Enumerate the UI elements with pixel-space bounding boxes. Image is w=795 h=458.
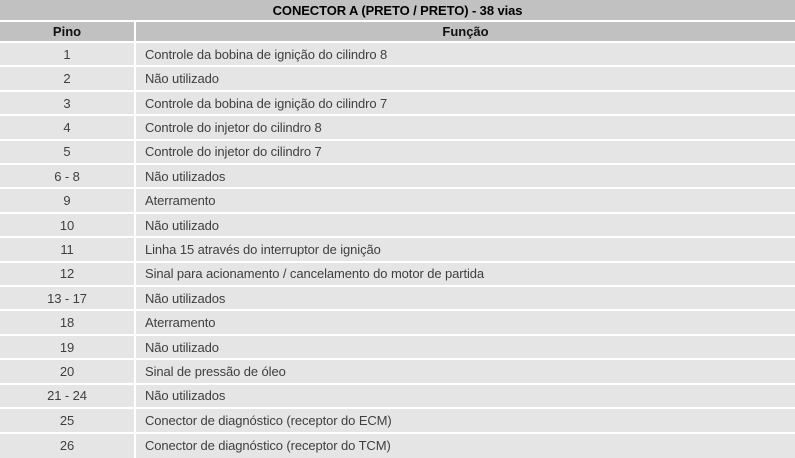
function-cell: Sinal para acionamento / cancelamento do motor de partida	[136, 263, 795, 287]
function-cell: Controle do injetor do cilindro 7	[136, 141, 795, 165]
function-cell: Aterramento	[136, 311, 795, 335]
column-header-pino: Pino	[0, 22, 136, 43]
function-cell: Não utilizados	[136, 385, 795, 409]
pin-cell: 9	[0, 189, 136, 213]
pin-cell: 26	[0, 434, 136, 458]
table-row	[0, 214, 795, 238]
function-cell: Não utilizado	[136, 336, 795, 360]
column-header-row	[0, 22, 795, 43]
table-row	[0, 263, 795, 287]
function-cell: Não utilizado	[136, 214, 795, 238]
function-cell: Não utilizado	[136, 67, 795, 91]
table-row	[0, 116, 795, 140]
table-row	[0, 141, 795, 165]
pin-cell: 11	[0, 238, 136, 262]
function-cell: Não utilizados	[136, 287, 795, 311]
pin-cell: 25	[0, 409, 136, 433]
function-cell: Conector de diagnóstico (receptor do ECM)	[136, 409, 795, 433]
table-row	[0, 67, 795, 91]
table-row	[0, 238, 795, 262]
table-row	[0, 43, 795, 67]
pin-cell: 21 - 24	[0, 385, 136, 409]
pin-cell: 6 - 8	[0, 165, 136, 189]
pin-cell: 20	[0, 360, 136, 384]
pin-cell: 5	[0, 141, 136, 165]
table-title: CONECTOR A (PRETO / PRETO) - 38 vias	[0, 0, 795, 22]
table-row	[0, 409, 795, 433]
table-row	[0, 189, 795, 213]
pin-cell: 18	[0, 311, 136, 335]
table-body	[0, 43, 795, 458]
table-row	[0, 287, 795, 311]
table-row	[0, 360, 795, 384]
function-cell: Sinal de pressão de óleo	[136, 360, 795, 384]
function-cell: Não utilizados	[136, 165, 795, 189]
pin-cell: 1	[0, 43, 136, 67]
function-cell: Controle da bobina de ignição do cilindro 7	[136, 92, 795, 116]
table-row	[0, 165, 795, 189]
function-cell: Aterramento	[136, 189, 795, 213]
pin-cell: 4	[0, 116, 136, 140]
function-cell: Controle do injetor do cilindro 8	[136, 116, 795, 140]
table-row	[0, 311, 795, 335]
table-row	[0, 385, 795, 409]
column-header-funcao: Função	[136, 22, 795, 43]
pin-cell: 10	[0, 214, 136, 238]
title-row	[0, 0, 795, 22]
table-row	[0, 336, 795, 360]
table-row	[0, 92, 795, 116]
function-cell: Conector de diagnóstico (receptor do TCM)	[136, 434, 795, 458]
pin-cell: 12	[0, 263, 136, 287]
function-cell: Controle da bobina de ignição do cilindro 8	[136, 43, 795, 67]
pin-cell: 3	[0, 92, 136, 116]
pin-cell: 13 - 17	[0, 287, 136, 311]
function-cell: Linha 15 através do interruptor de ignição	[136, 238, 795, 262]
pin-cell: 19	[0, 336, 136, 360]
table-row	[0, 434, 795, 458]
pin-cell: 2	[0, 67, 136, 91]
